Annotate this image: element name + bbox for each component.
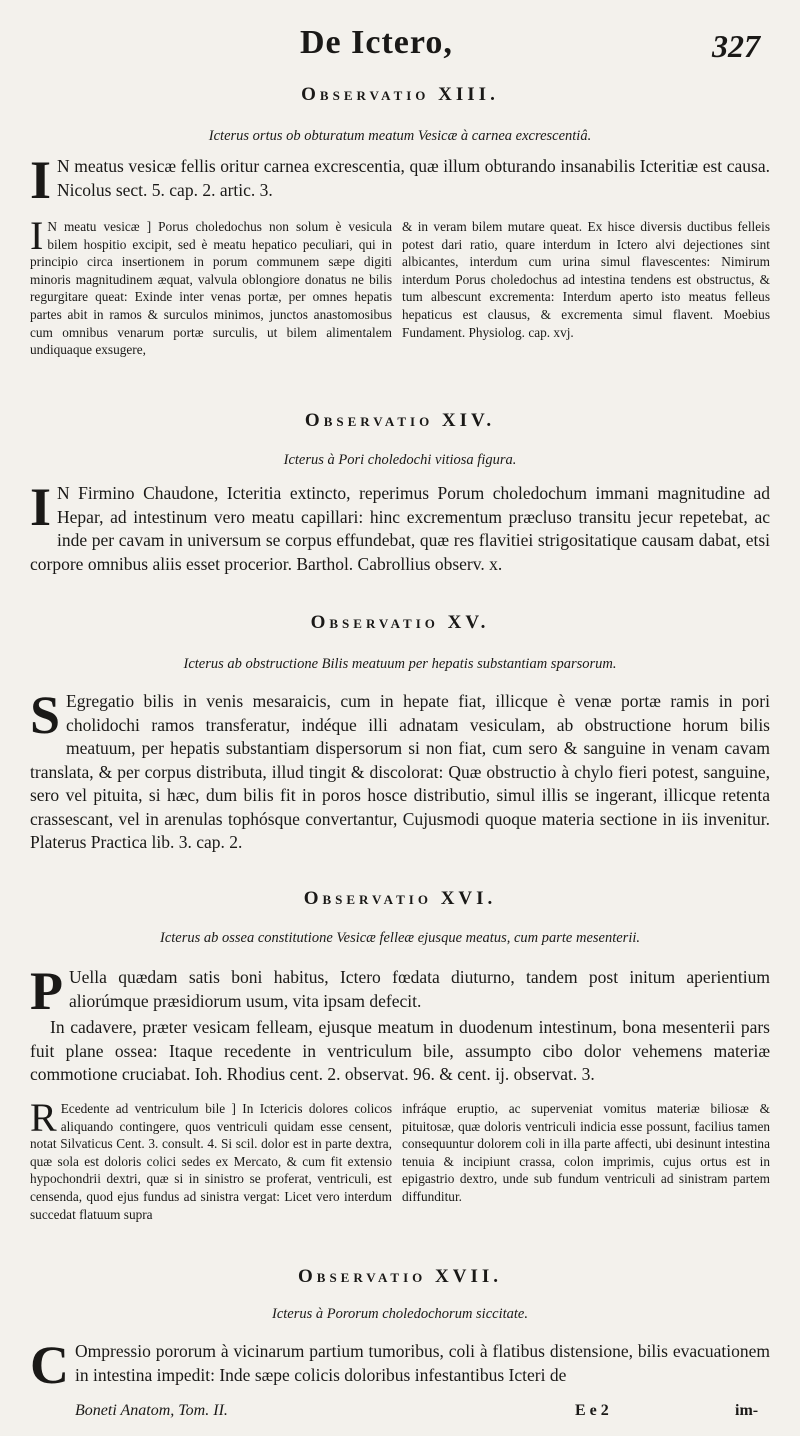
paragraph-text: Ompressio pororum à vicinarum partium tumoribus, coli à flatibus distensione, bilis evacuationem in intestina impedit: Inde sæpe colicis doloribus infestantibus Icteri de <box>75 1341 770 1385</box>
running-head <box>0 18 800 68</box>
observation-heading-15: Observatio XV. <box>310 612 490 633</box>
drop-initial: R <box>30 1095 57 1140</box>
drop-initial: S <box>30 685 61 745</box>
observation-summary-17: Icterus à Pororum choledochorum siccitate. <box>272 1306 528 1322</box>
observation-heading-17: Observatio XVII. <box>298 1266 502 1287</box>
annotation-right-16: infráque eruptio, ac superveniat vomitus materiæ biliosæ & pituitosæ, quæ doloris ventriculi indicia esse possunt, facilius tamen consequuntur dolorem coli in illa parte affecti, ubi desinunt intestina tenuia & incipiunt crassa, colon imprimis, cujus ortus est in epigastrio dextro, unde sub fundum ventriculi ad sinistram partem diffunditur. <box>402 1101 770 1204</box>
drop-initial: I <box>30 150 52 210</box>
page-number: 327 <box>712 28 760 64</box>
observation-summary-16: Icterus ab ossea constitutione Vesicæ felleæ ejusque meatus, cum parte mesenterii. <box>159 930 641 946</box>
observation-summary-15: Icterus ab obstructione Bilis meatuum per hepatis substantiam sparsorum. <box>183 656 617 672</box>
annotation-right-13: & in veram bilem mutare queat. Ex hisce diversis ductibus felleis potest dari ratio, quare interdum in Ictero alvi dejectiones sint albicantes, interdum cum urina simul flavescentes: Nimirum interdum Porus choledochus ad intestina tendens est obstructus, & tum albescunt excrementa: Interdum aperto isto meatus felleus hepaticus est clausus, & excrementa simul flavent. Moebius Fundament. Physiolog. cap. xvj. <box>402 219 770 340</box>
observation-heading-16: Observatio XVI. <box>303 888 497 909</box>
footer-book-title: Boneti Anatom, Tom. II. <box>75 1402 228 1419</box>
observation-text-13 <box>30 150 770 210</box>
observation-text-16 <box>30 961 770 1021</box>
catchword: im- <box>735 1402 759 1419</box>
annotation-text: N meatu vesicæ ] Porus choledochus non solum è vesicula bilem hospitio excipit, sed è meatu hepatico peculiari, qui in principio circa insertionem in porum communem sæpe digiti minoris magnitudinem æquat, valvula oblongiore donatus ne bilis regurgitare queat: Exinde inter venas portæ, per omnes hepatis partes abit in ramos & surculos minimos, junctos anastomosibus cum omnibus venarum portæ surculis, ut bilem alimentalem undiquaque exsugere, <box>30 219 392 358</box>
drop-initial: P <box>30 961 63 1021</box>
observation-summary-14: Icterus à Pori choledochi vitiosa figura. <box>283 452 517 468</box>
signature-mark: E e 2 <box>575 1402 609 1419</box>
observation-text-16b: In cadavere, præter vesicam felleam, ejusque meatum in duodenum intestinum, bona mesenterii pars fuit plane ossea: Itaque recedente in ventriculum bile, assumpto cibo dolor vehemens materiæ commotione cruciabat. Ioh. Rhodius cent. 2. observat. 96. & cent. ij. observat. 3. <box>30 1017 770 1084</box>
observation-heading-13: Observatio XIII. <box>301 84 499 105</box>
page-footer <box>0 1400 800 1430</box>
drop-initial: C <box>30 1335 69 1395</box>
observation-text-15 <box>30 685 770 855</box>
annotation-text: Ecedente ad ventriculum bile ] In Ictericis dolores colicos aliquando contingere, quos ventriculi quidam esse censent, notat Silvaticus Cent. 3. consult. 4. Si scil. dolor est in parte dextra, quæ sola est doloris colici sedes ex Mercato, & cum fit extensio hypochondrii dextri, quæ si in sinistro se proferat, ventriculi, est censenda, quod ejus fundus ad sinistra vergat: Licet vero interdum succedat flatuum supra <box>30 1101 392 1222</box>
drop-initial: I <box>30 213 44 258</box>
drop-initial: I <box>30 477 52 537</box>
paragraph-text: N meatus vesicæ fellis oritur carnea excrescentia, quæ illum obturando insanabilis Icteritiæ est causa. Nicolus sect. 5. cap. 2. artic. 3. <box>57 156 770 200</box>
annotation-left-16 <box>30 1095 392 1223</box>
annotation-left-13 <box>30 213 392 359</box>
observation-text-14 <box>30 477 770 576</box>
observation-summary-13: Icterus ortus ob obturatum meatum Vesicæ à carnea excrescentiâ. <box>208 128 592 144</box>
paragraph-text: Uella quædam satis boni habitus, Ictero fœdata diuturno, tandem post initum aperientium aliorúmque præsidiorum usum, vita ipsam defecit. <box>69 967 770 1011</box>
paragraph-text: Egregatio bilis in venis mesaraicis, cum in hepate fiat, illicque è venæ portæ ramis in pori cholidochi ramos transferatur, indéque illi adnatam vesiculam, ab obstructione horum bilis meatuum, per hepatis substantiam dispersorum si non fiat, cum sero & sanguine in venam cavam translata, & per corpus distributa, illud tingit & discolorat: Quæ obstructio à chylo fieri potest, sanguine, sero vel pituita, si hæc, dum bilis fit in poros hosce distributio, simul illis se ingerant, illicque retenta crassescant, vel in arenulas tophósque convertantur, Cujusmodi quoque materia sectione in iis invenitur. Platerus Practica lib. 3. cap. 2. <box>30 691 770 852</box>
observation-heading-14: Observatio XIV. <box>304 410 496 431</box>
observation-text-17 <box>30 1335 770 1395</box>
paragraph-text: N Firmino Chaudone, Icteritia extincto, reperimus Porum choledochum immani magnitudine ad Hepar, ad intestinum vero meatu capillari: hinc excrementum præcluso transitu jecur repetebat, ac inde per cavam in universum se corpus effundebat, quæ res flavitiei strigositatique causam dabat, etsi corpore omnibus aliis esset procerior. Barthol. Cabrollius observ. x. <box>30 483 770 574</box>
running-head-title: De Ictero, <box>300 24 453 61</box>
